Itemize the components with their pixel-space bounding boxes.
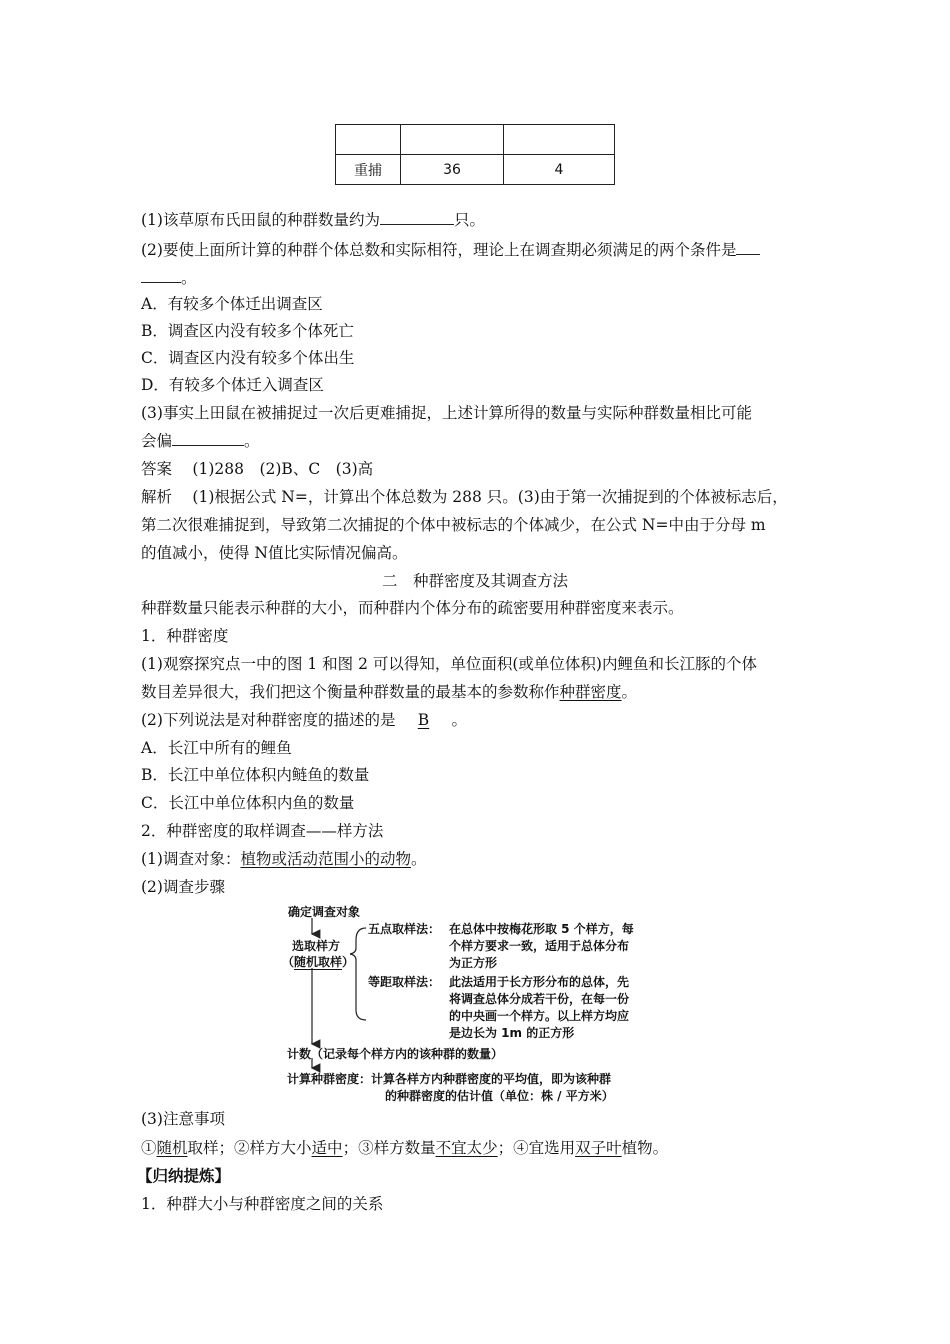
summary-heading: 【归纳提炼】 xyxy=(137,1166,231,1185)
paragraph-1b-suffix: 。 xyxy=(621,683,638,701)
five-point-label: 五点取样法： xyxy=(368,922,441,936)
paren: （ xyxy=(282,955,295,969)
table-cell: 36 xyxy=(401,155,504,185)
notes-line xyxy=(141,1137,668,1159)
note-text: ；④宜选用 xyxy=(497,1139,576,1157)
answer-fill: B xyxy=(417,711,430,729)
underlined-term: 种群密度 xyxy=(559,683,622,701)
five-point-desc-2: 个样方要求一致，适用于总体分布 xyxy=(449,939,630,953)
analysis-line-1: 解析 (1)根据公式 N=，计算出个体总数为 288 只。(3)由于第一次捕捉到的个体被标志后， xyxy=(141,488,788,506)
diagram-step-calc-1: 计算种群密度：计算各样方内种群密度的平均值，即为该种群 xyxy=(287,1072,612,1086)
underlined-term: 随机 xyxy=(156,1139,188,1157)
diagram-step-determine: 确定调查对象 xyxy=(288,905,361,919)
option-a: A．有较多个体迁出调查区 xyxy=(141,295,323,313)
question-2-text: (2)要使上面所计算的种群个体总数和实际相符，理论上在调查期必须满足的两个条件是 xyxy=(141,241,737,259)
equal-distance-desc-3: 的中央画一个样方。以上样方均应 xyxy=(449,1009,630,1023)
equal-distance-desc-1: 此法适用于长方形分布的总体，先 xyxy=(449,975,630,989)
step-2: (2)调查步骤 xyxy=(141,878,225,896)
option-b: B．长江中单位体积内鲢鱼的数量 xyxy=(141,766,370,784)
question-3-text: 会偏 xyxy=(141,432,173,450)
option-c: C．调查区内没有较多个体出生 xyxy=(141,349,355,367)
question-1-suffix: 只。 xyxy=(453,211,485,229)
underlined-term: 植物或活动范围小的动物 xyxy=(240,850,411,868)
section-title: 二 种群密度及其调查方法 xyxy=(381,572,568,590)
equal-distance-desc-4: 是边长为 1m 的正方形 xyxy=(449,1026,575,1040)
option-b: B．调查区内没有较多个体死亡 xyxy=(141,322,354,340)
heading-2: 2．种群密度的取样调查——样方法 xyxy=(141,822,384,840)
step-1-text: (1)调查对象： xyxy=(141,850,241,868)
question-3-suffix: 。 xyxy=(244,432,260,450)
table-cell: 重捕 xyxy=(336,155,401,185)
underlined-term: 不宜太少 xyxy=(435,1139,498,1157)
equal-distance-desc-2: 将调查总体分成若干份，在每一份 xyxy=(449,992,630,1006)
diagram-step-count: 计数（记录每个样方内的该种群的数量） xyxy=(287,1047,504,1061)
diagram-step-select-random xyxy=(282,954,354,971)
answer-line: 答案 (1)288 (2)B、C (3)高 xyxy=(141,460,374,478)
table-cell: 4 xyxy=(504,155,615,185)
heading-1: 1．种群密度 xyxy=(141,627,229,645)
option-a: A．长江中所有的鲤鱼 xyxy=(141,739,292,757)
diagram-step-select: 选取样方 xyxy=(292,939,341,953)
option-c: C．长江中单位体积内鱼的数量 xyxy=(141,794,355,812)
equal-distance-label: 等距取样法： xyxy=(368,975,441,989)
step-3: (3)注意事项 xyxy=(141,1110,225,1128)
option-d: D．有较多个体迁入调查区 xyxy=(141,376,324,394)
paragraph-2-suffix: 。 xyxy=(451,711,467,729)
note-text: 取样；②样方大小 xyxy=(187,1139,312,1157)
question-2-suffix: 。 xyxy=(181,269,197,287)
summary-item-1: 1．种群大小与种群密度之间的关系 xyxy=(141,1195,384,1213)
step-1-suffix: 。 xyxy=(410,850,427,868)
note-1-number: ① xyxy=(141,1139,157,1157)
paragraph-1b-text: 数目差异很大，我们把这个衡量种群数量的最基本的参数称作 xyxy=(141,683,560,701)
intro-text: 种群数量只能表示种群的大小，而种群内个体分布的疏密要用种群密度来表示。 xyxy=(141,599,684,617)
question-3: (3)事实上田鼠在被捕捉过一次后更难捕捉，上述计算所得的数量与实际种群数量相比可能 xyxy=(141,404,752,422)
paragraph-2-text: (2)下列说法是对种群密度的描述的是 xyxy=(141,711,396,729)
paragraph-1a: (1)观察探究点一中的图 1 和图 2 可以得知，单位面积(或单位体积)内鲤鱼和长江豚的个体 xyxy=(141,655,757,673)
note-text: ；③样方数量 xyxy=(342,1139,436,1157)
diagram-step-calc-2: 的种群密度的估计值（单位：株 / 平方米） xyxy=(385,1089,614,1103)
analysis-line-2: 第二次很难捕捉到，导致第二次捕捉的个体中被标志的个体减少，在公式 N=中由于分母 m xyxy=(141,516,766,534)
underlined-term: 随机取样 xyxy=(294,955,343,969)
five-point-desc-3: 为正方形 xyxy=(449,956,498,970)
underlined-term: 双子叶 xyxy=(575,1139,622,1157)
five-point-desc-1: 在总体中按梅花形取 5 个样方，每 xyxy=(449,922,634,936)
note-text: 植物。 xyxy=(621,1139,669,1157)
paren: ） xyxy=(342,955,355,969)
question-1-text: (1)该草原布氏田鼠的种群数量约为 xyxy=(141,211,380,229)
analysis-line-3: 的值减小，使得 N值比实际情况偏高。 xyxy=(141,544,408,562)
underlined-term: 适中 xyxy=(311,1139,343,1157)
